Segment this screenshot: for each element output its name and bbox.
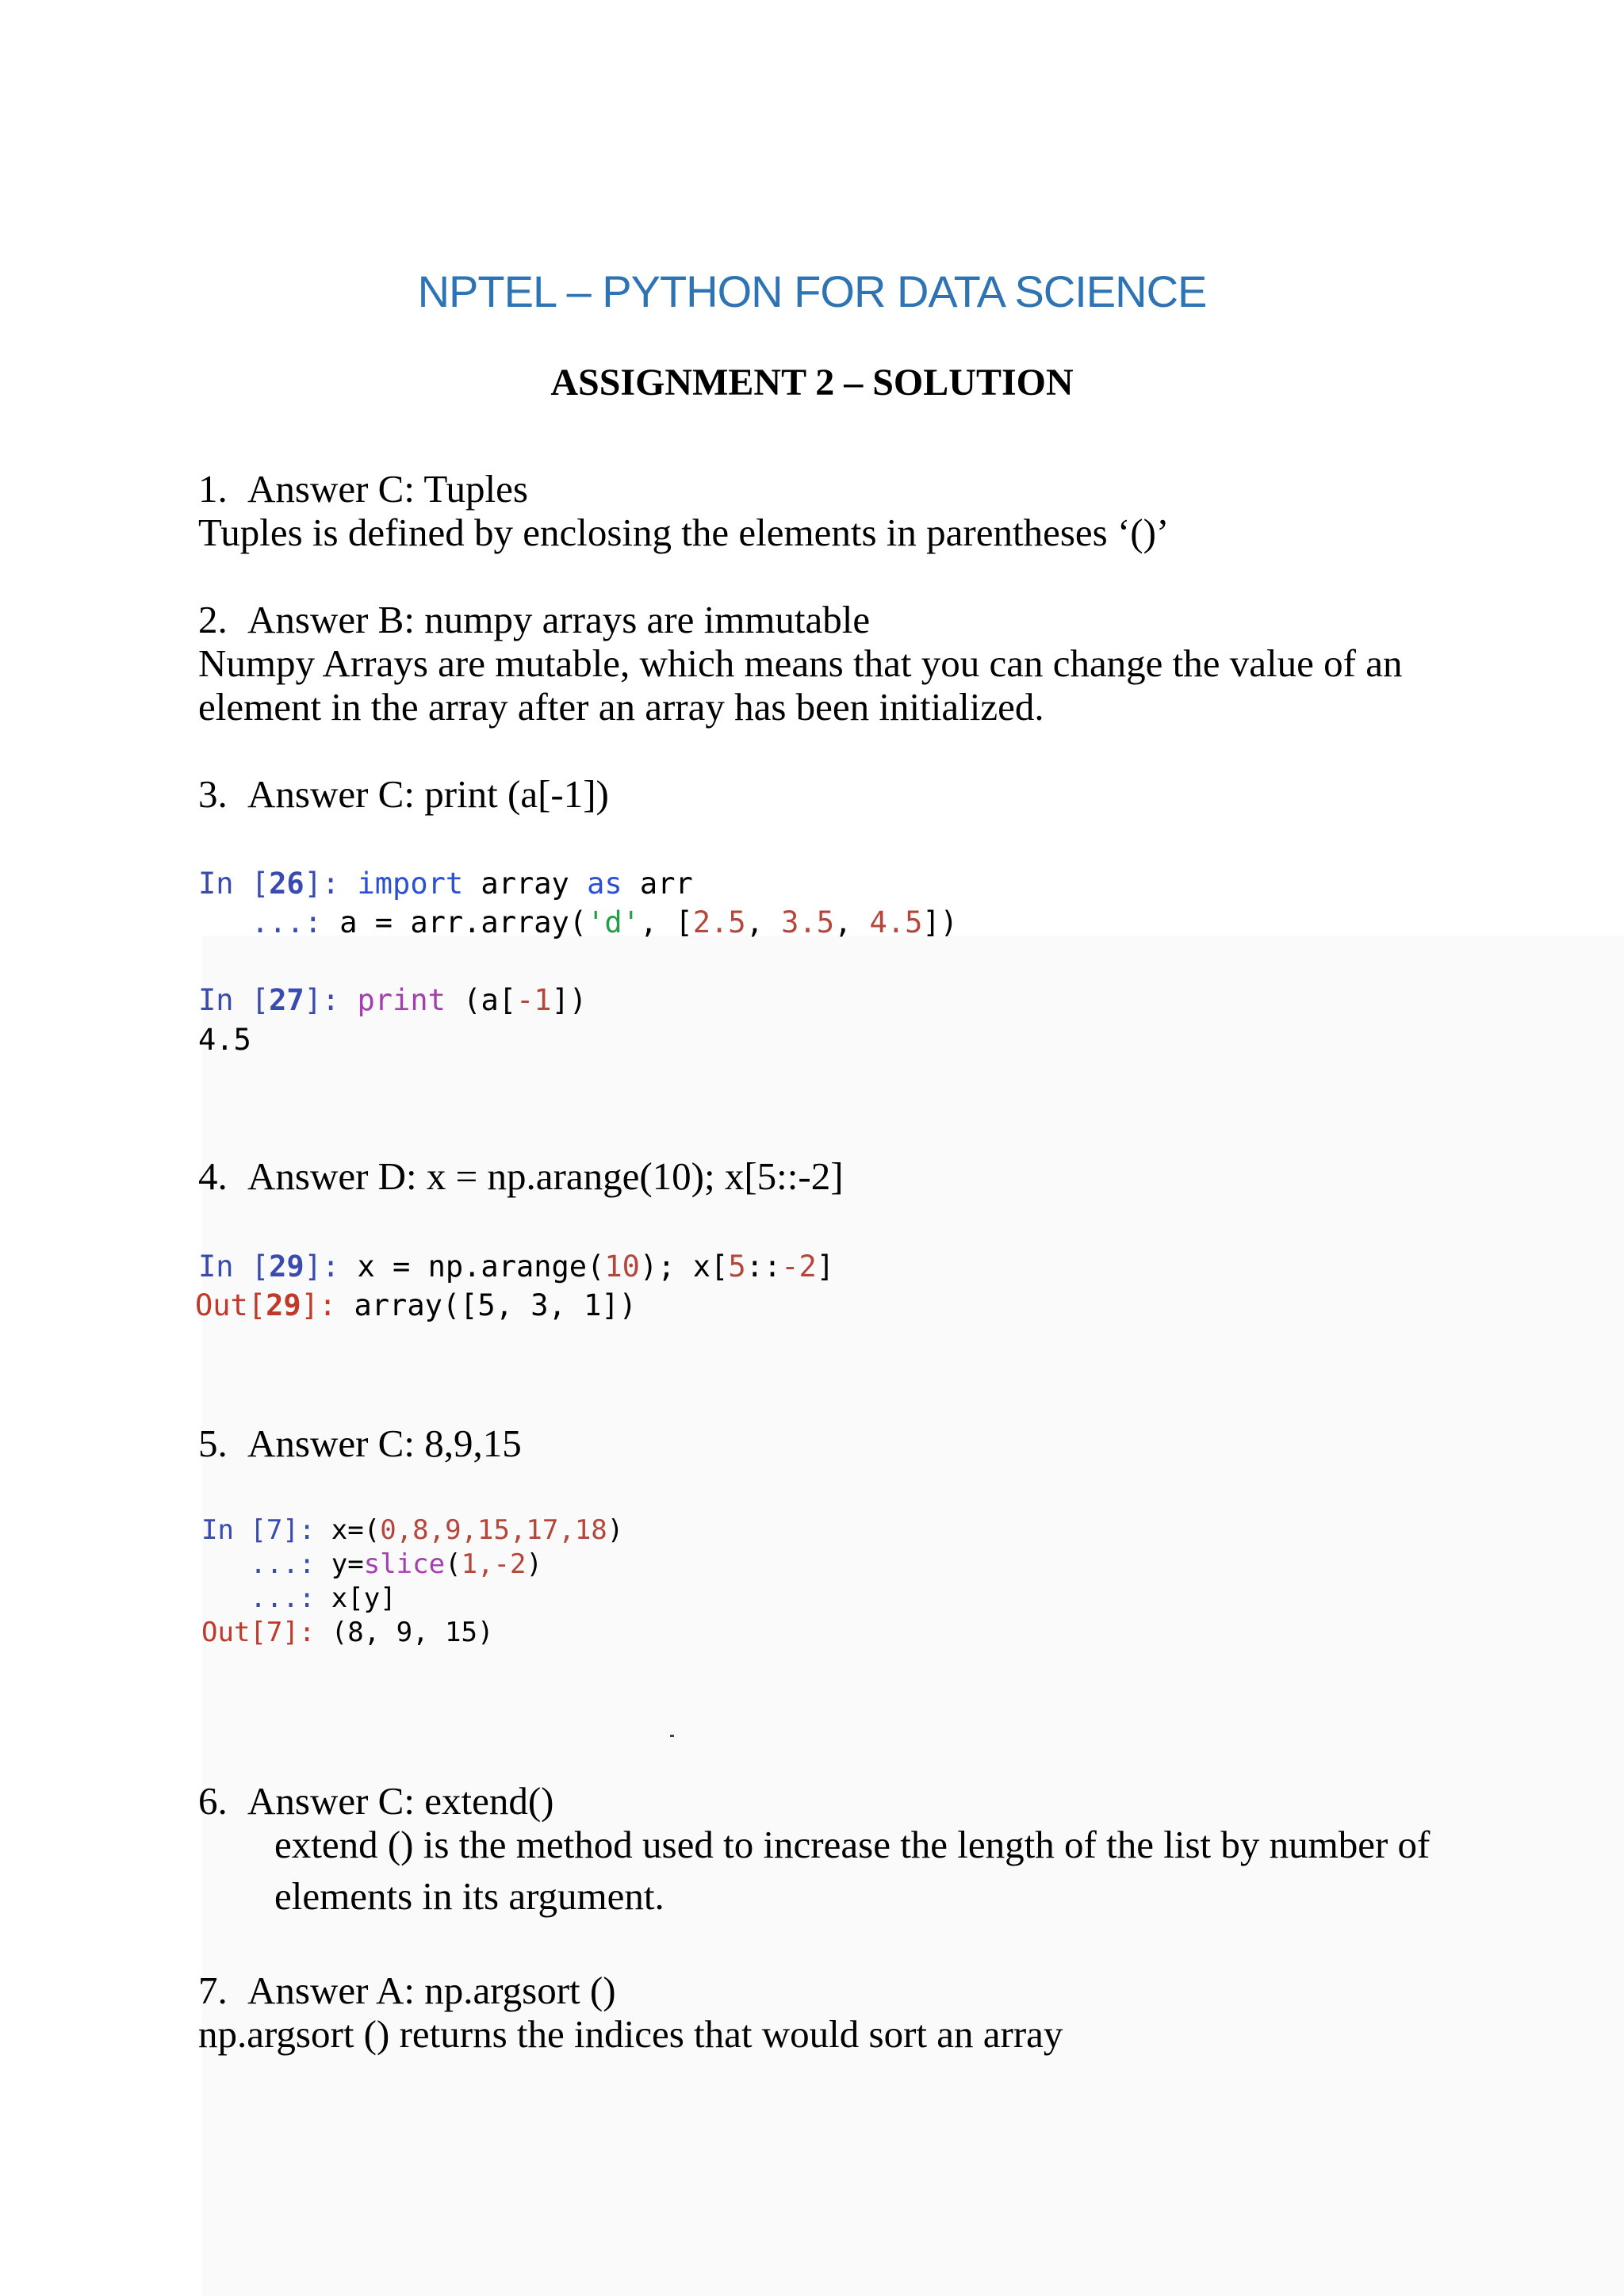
q1-answer [198,466,528,511]
q5-number: 5. [198,1422,228,1465]
q3-code-line-continuation: ...: a = arr.array('d', [2.5, 3.5, 4.5]) [198,905,958,939]
q2-explanation-line2: element in the array after an array has been initialized. [198,685,1044,729]
q3-number: 3. [198,772,228,816]
q3-code-line-in27: In [27]: print (a[-1]) [198,983,588,1017]
q3-code-line-in26: In [26]: import array as arr [198,867,693,901]
q1-number: 1. [198,467,228,511]
q3-answer [198,771,609,817]
q6-answer [198,1778,553,1823]
q6-explanation-line2: elements in its argument. [274,1874,665,1918]
q3-answer-text: Answer C: print (a[-1]) [247,772,609,816]
q5-answer [198,1421,522,1466]
q5-answer-text: Answer C: 8,9,15 [247,1422,522,1465]
q5-code-line-continuation-1: ...: y=slice(1,-2) [201,1548,542,1580]
q6-explanation-line1: extend () is the method used to increase the length of the list by number of [274,1823,1431,1866]
page-subtitle: ASSIGNMENT 2 – SOLUTION [550,362,1074,404]
stray-mark [670,1735,674,1737]
q7-explanation: np.argsort () returns the indices that would sort an array [198,2012,1063,2056]
q5-code-line-in7: In [7]: x=(0,8,9,15,17,18) [201,1514,624,1546]
q6-number: 6. [198,1779,228,1823]
q7-answer-text: Answer A: np.argsort () [247,1969,616,2012]
q5-code-line-continuation-2: ...: x[y] [201,1582,396,1614]
q3-code-output: 4.5 [198,1023,251,1057]
q2-answer [198,597,870,642]
q1-answer-text: Answer C: Tuples [247,467,528,511]
page-title: NPTEL – PYTHON FOR DATA SCIENCE [417,266,1207,316]
q4-code-line-in29: In [29]: x = np.arange(10); x[5::-2] [198,1249,835,1284]
q6-answer-text: Answer C: extend() [247,1779,554,1823]
q4-answer [198,1154,844,1199]
q5-code-line-out7: Out[7]: (8, 9, 15) [201,1617,494,1648]
q2-answer-text: Answer B: numpy arrays are immutable [247,598,871,641]
q4-code-line-out29: Out[29]: array([5, 3, 1]) [195,1288,637,1322]
q2-number: 2. [198,598,228,641]
q7-number: 7. [198,1969,228,2012]
q2-explanation-line1: Numpy Arrays are mutable, which means that you can change the value of an [198,641,1403,685]
q1-explanation: Tuples is defined by enclosing the elements in parentheses ‘()’ [198,511,1170,554]
q4-answer-text: Answer D: x = np.arange(10); x[5::-2] [247,1154,844,1198]
page-shading [202,936,1624,2296]
q4-number: 4. [198,1154,228,1198]
q7-answer [198,1968,616,2013]
